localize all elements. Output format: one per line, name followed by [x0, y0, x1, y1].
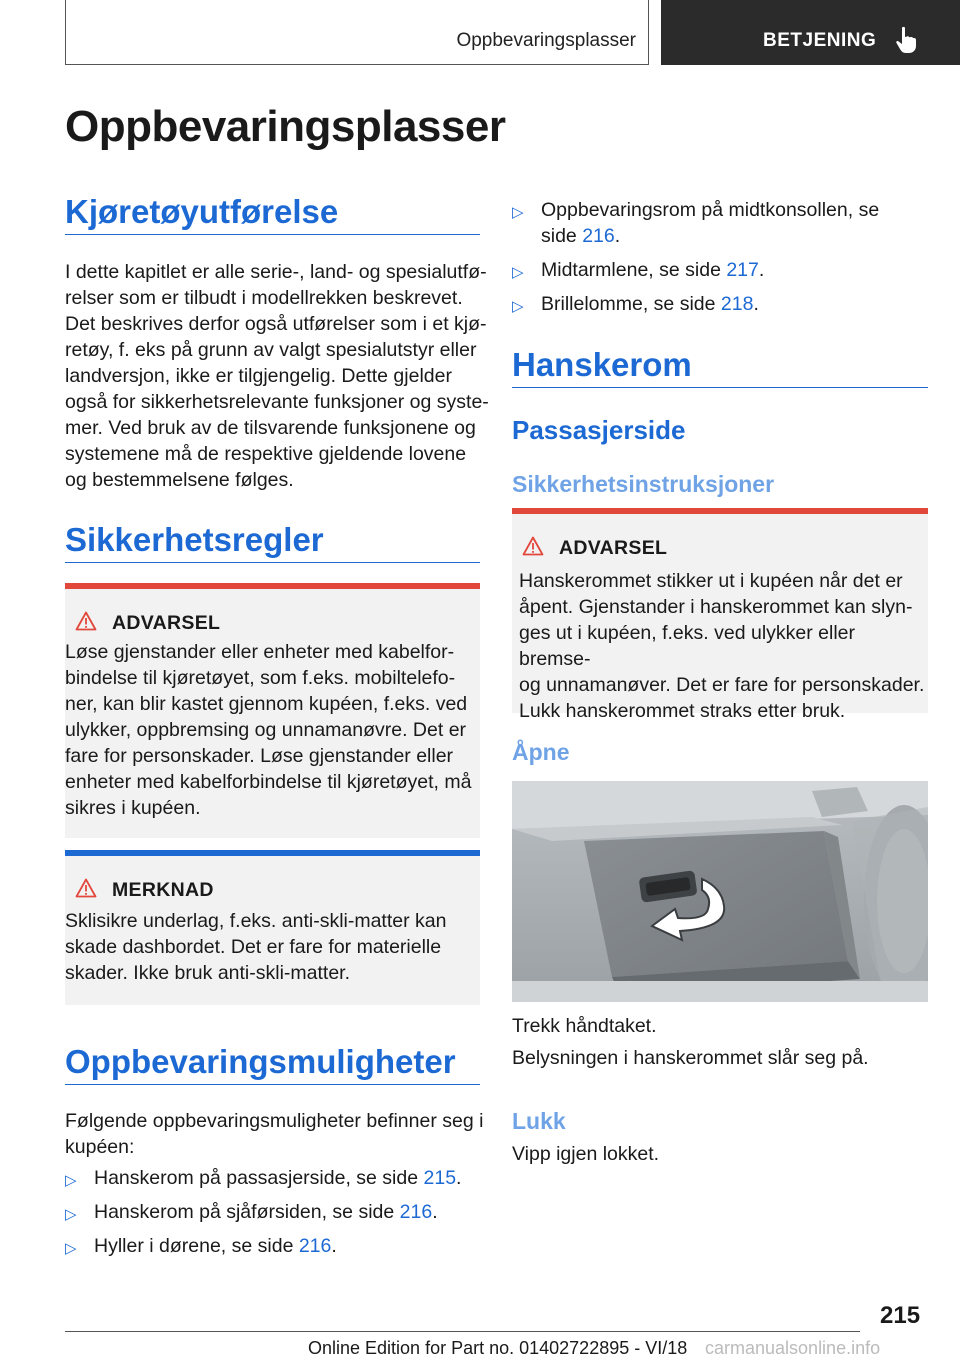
list-item-text: Brillelomme, se side: [541, 293, 721, 315]
heading-safety-rules: Sikkerhetsregler: [65, 521, 324, 558]
heading-open: Åpne: [512, 739, 570, 765]
list-item-text: Hanskerom på passasjerside, se side: [94, 1167, 424, 1189]
storage-options-list: [65, 1165, 461, 1267]
text-line: Trekk håndtaket.: [512, 1015, 657, 1037]
triangle-bullet-icon: ▷: [512, 204, 524, 221]
text-line: også for sikkerhetsrelevante funksjoner og syste-: [65, 391, 489, 413]
header-chapter-label: BETJENING: [763, 30, 877, 51]
warning-text: [65, 639, 471, 821]
heading-rule: [65, 1084, 480, 1085]
page-link[interactable]: 216: [298, 1235, 332, 1257]
heading-passenger-side: Passasjerside: [512, 415, 686, 445]
list-item-text: Oppbevaringsrom på midtkonsollen, se: [541, 199, 880, 221]
list-item: ▷ Hanskerom på sjåførsiden, se side 216.: [65, 1199, 461, 1225]
glovebox-drawing: [512, 781, 928, 1002]
heading-rule: [65, 562, 480, 563]
vehicle-version-paragraph: [65, 259, 489, 493]
heading-rule: [512, 387, 928, 388]
warning-label: ADVARSEL: [559, 537, 668, 559]
text-line: sikres i kupéen.: [65, 797, 201, 819]
text-line: Løse gjenstander eller enheter med kabelfor-: [65, 641, 455, 663]
text-line: og bestemmelsene følges.: [65, 469, 294, 491]
page-link[interactable]: 216: [399, 1201, 433, 1223]
text-line: systemene må de respektive gjeldende lovene: [65, 443, 467, 465]
page-link[interactable]: 216: [582, 225, 615, 247]
text-line: ner, kan blir kastet gjennom kupéen, f.eks. ved: [65, 693, 468, 715]
text-line: Lukk hanskerommet straks etter bruk.: [519, 700, 846, 722]
warning-label: ADVARSEL: [112, 612, 221, 634]
notice-text: [65, 908, 446, 986]
text-line: mer. Ved bruk av de tilsvarende funksjonene og: [65, 417, 476, 439]
list-item: ▷ Oppbevaringsrom på midtkonsollen, se side 216.: [512, 199, 880, 247]
text-line: I dette kapitlet er alle serie-, land- og spesialutfø-: [65, 261, 487, 283]
glovebox-warning-box: [512, 508, 928, 722]
list-item: ▷ Hanskerom på passasjerside, se side 215.: [65, 1165, 461, 1191]
footer-edition: Online Edition for Part no. 01402722895 - VI/18: [308, 1338, 688, 1358]
text-line: landversjon, ikke er tilgjengelig. Dette gjelder: [65, 365, 452, 387]
triangle-bullet-icon: ▷: [65, 1206, 77, 1223]
warning-triangle-icon: [522, 536, 544, 556]
text-line: Hanskerommet stikker ut i kupéen når det er: [519, 570, 903, 592]
storage-options-list-continued: [512, 197, 879, 325]
header-section-box: [65, 0, 649, 65]
page-title: Oppbevaringsplasser: [65, 102, 506, 151]
triangle-bullet-icon: ▷: [65, 1172, 77, 1189]
text-line: skade dashbordet. Det er fare for materielle: [65, 936, 442, 958]
list-item-text: Hyller i dørene, se side: [94, 1235, 299, 1257]
text-line: retøy, f. eks på grunn av valgt spesialutstyr eller: [65, 339, 477, 361]
header-section-title: Oppbevaringsplasser: [456, 30, 636, 51]
notice-bar: [65, 850, 480, 856]
heading-rule: [65, 234, 480, 235]
text-line: enheter med kabelforbindelse til kjøretøyet, må: [65, 771, 472, 793]
footer-rule: [65, 1331, 860, 1332]
text-line: fare for personskader. Løse gjenstander eller: [65, 745, 454, 767]
text-line: Sklisikre underlag, f.eks. anti-skli-matter kan: [65, 910, 447, 932]
warning-box: [65, 583, 480, 838]
triangle-bullet-icon: ▷: [512, 264, 524, 281]
header-chapter-tab: [661, 0, 960, 65]
text-line: bindelse til kjøretøyet, som f.eks. mobiltelefo-: [65, 667, 456, 689]
page-link[interactable]: 217: [726, 259, 759, 281]
warning-bar: [65, 583, 480, 589]
text-line: kupéen:: [65, 1136, 135, 1158]
close-step: Vipp igjen lokket.: [512, 1143, 660, 1165]
warning-triangle-icon: [75, 611, 97, 631]
heading-safety-instructions: Sikkerhetsinstruksjoner: [512, 471, 775, 497]
warning-text: [519, 568, 928, 724]
list-item: ▷ Brillelomme, se side 218.: [512, 291, 879, 317]
heading-vehicle-version: Kjøretøyutførelse: [65, 193, 339, 230]
triangle-bullet-icon: ▷: [512, 298, 524, 315]
triangle-bullet-icon: ▷: [65, 1240, 77, 1257]
list-item-text: Hanskerom på sjåførsiden, se side: [94, 1201, 400, 1223]
text-line: Følgende oppbevaringsmuligheter befinner seg i: [65, 1110, 484, 1132]
text-line: og unnamanøver. Det er fare for personskader.: [519, 674, 925, 696]
list-item: ▷ Midtarmlene, se side 217.: [512, 257, 879, 283]
glovebox-illustration: [512, 781, 928, 1002]
text-line: ulykker, oppbremsing og unnamanøvre. Det er: [65, 719, 467, 741]
heading-storage-options: Oppbevaringsmuligheter: [65, 1043, 456, 1080]
list-item-text: side: [541, 225, 583, 247]
notice-box: [65, 850, 480, 1005]
warning-bar: [512, 508, 928, 514]
storage-options-intro: [65, 1108, 483, 1160]
notice-triangle-icon: [75, 878, 97, 898]
heading-glovebox: Hanskerom: [512, 346, 692, 383]
list-item-text: Midtarmlene, se side: [541, 259, 727, 281]
text-line: åpent. Gjenstander i hanskerommet kan slyn-: [519, 596, 913, 618]
open-steps: [512, 1013, 869, 1071]
page-link[interactable]: 218: [720, 293, 754, 315]
text-line: skader. Ikke bruk anti-skli-matter.: [65, 962, 351, 984]
notice-label: MERKNAD: [112, 879, 214, 901]
page-link[interactable]: 215: [423, 1167, 457, 1189]
heading-close: Lukk: [512, 1108, 566, 1134]
list-item: ▷ Hyller i dørene, se side 216.: [65, 1233, 461, 1259]
text-line: Belysningen i hanskerommet slår seg på.: [512, 1047, 869, 1069]
text-line: ges ut i kupéen, f.eks. ved ulykker eller bremse-: [519, 622, 856, 670]
text-line: Det beskrives derfor også utførelser som i et kjø-: [65, 313, 487, 335]
hand-pointer-icon: [895, 26, 917, 54]
footer-watermark: carmanualsonline.info: [705, 1338, 881, 1358]
text-line: relser som er tilbudt i modellrekken beskrevet.: [65, 287, 463, 309]
page-number: 215: [880, 1302, 921, 1329]
